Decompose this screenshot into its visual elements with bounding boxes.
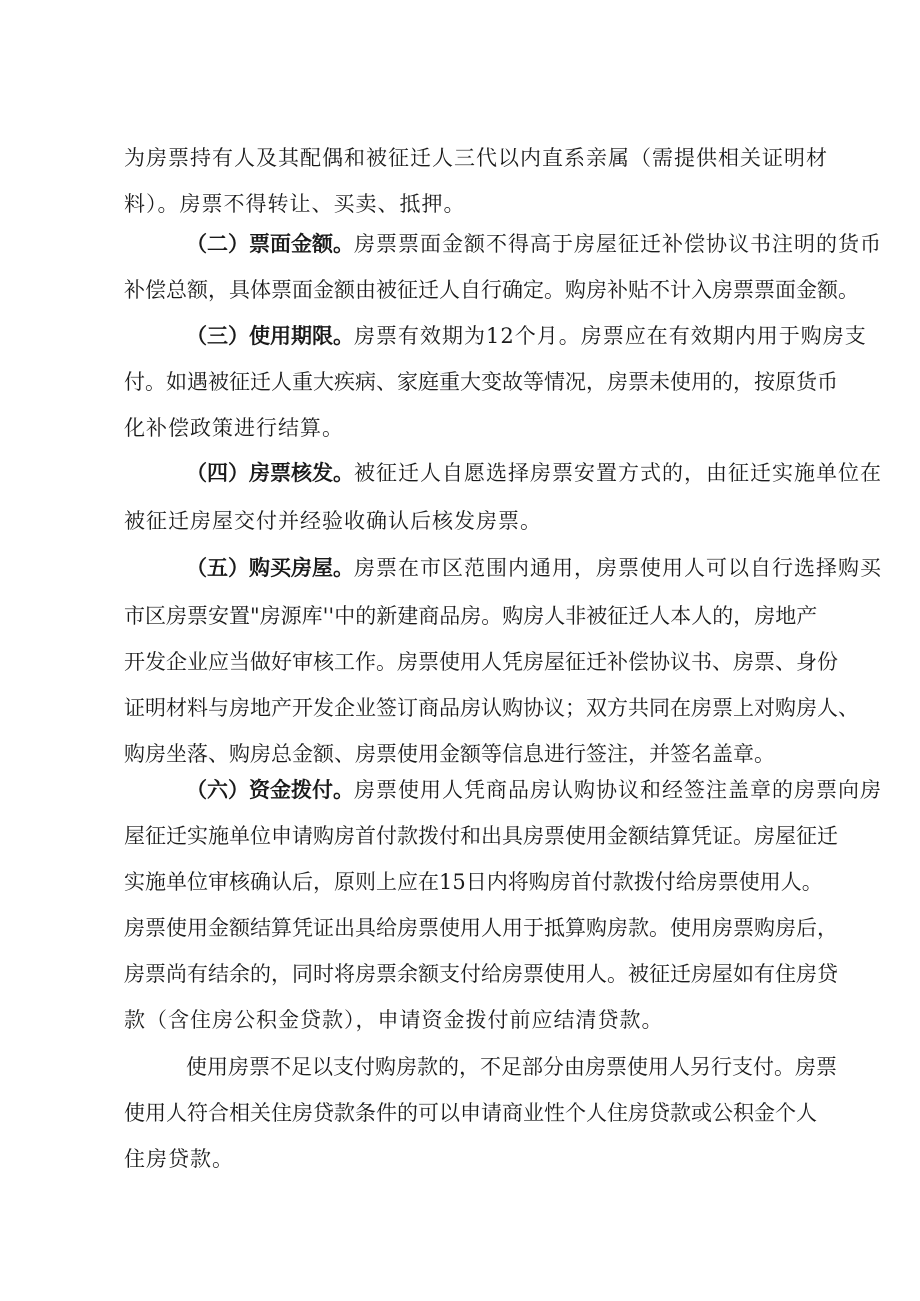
- text-line: 房票使用金额结算凭证出具给房票使用人用于抵算购房款。使用房票购房后，: [124, 916, 838, 940]
- text-line: 开发企业应当做好审核工作。房票使用人凭房屋征迁补偿协议书、房票、身份: [124, 650, 838, 674]
- text-line: 屋征迁实施单位申请购房首付款拨付和出具房票使用金额结算凭证。房屋征迁: [124, 824, 838, 848]
- text-line: 料）。房票不得转让、买卖、抵押。: [124, 192, 466, 216]
- text-line: [124, 318, 867, 354]
- text-line: 使用房票不足以支付购房款的，不足部分由房票使用人另行支付。房票: [186, 1055, 837, 1079]
- paragraph-validity: [124, 318, 867, 446]
- text-line: 证明材料与房地产开发企业签订商品房认购协议；双方共同在房票上对购房人、: [124, 696, 859, 720]
- text-line: 补偿总额，具体票面金额由被征迁人自行确定。购房补贴不计入房票票面金额。: [124, 278, 859, 302]
- text-line: [124, 455, 882, 491]
- text-line: 款（含住房公积金贷款），申请资金拨付前应结清贷款。: [124, 1008, 664, 1032]
- section-heading: （六）资金拨付。: [186, 778, 354, 802]
- text-line: 被征迁房屋交付并经验收确认后核发房票。: [124, 509, 542, 533]
- text-line: 为房票持有人及其配偶和被征迁人三代以内直系亲属（需提供相关证明材: [124, 146, 828, 170]
- text-line: [124, 550, 882, 586]
- text-line: [124, 226, 882, 262]
- section-heading: （三）使用期限。: [186, 324, 354, 348]
- paragraph-face-value: [124, 226, 882, 308]
- text-line: 购房坐落、购房总金额、房票使用金额等信息进行签注，并签名盖章。: [124, 742, 775, 766]
- paragraph-issuance: [124, 455, 882, 539]
- text-run: 房票有效期为12个月。房票应在有效期内用于购房支: [354, 324, 867, 348]
- section-heading: （四）房票核发。: [186, 461, 354, 485]
- section-heading: （五）购买房屋。: [186, 556, 354, 580]
- text-line: 住房贷款。: [124, 1147, 234, 1171]
- section-heading: （二）票面金额。: [186, 232, 354, 256]
- text-run: 房票票面金额不得高于房屋征迁补偿协议书注明的货币: [354, 232, 882, 256]
- paragraph-purchase: [124, 550, 882, 772]
- text-run: 房票使用人凭商品房认购协议和经签注盖章的房票向房: [354, 778, 882, 802]
- text-line: [124, 772, 882, 808]
- paragraph-continuation: [124, 140, 828, 222]
- text-line: 房票尚有结余的，同时将房票余额支付给房票使用人。被征迁房屋如有住房贷: [124, 962, 838, 986]
- text-line: 实施单位审核确认后，原则上应在15日内将购房首付款拨付给房票使用人。: [124, 870, 823, 894]
- text-run: 被征迁人自愿选择房票安置方式的，由征迁实施单位在: [354, 461, 882, 485]
- paragraph-fund-disbursement: [124, 772, 882, 1038]
- text-line: 付。如遇被征迁人重大疾病、家庭重大变故等情况，房票未使用的，按原货币: [124, 370, 838, 394]
- text-run: 房票在市区范围内通用，房票使用人可以自行选择购买: [354, 556, 882, 580]
- text-line: 市区房票安置"房源库''中的新建商品房。购房人非被征迁人本人的，房地产: [124, 604, 818, 628]
- text-line: 化补偿政策进行结算。: [124, 416, 344, 440]
- paragraph-shortfall: [124, 1049, 837, 1177]
- text-line: 使用人符合相关住房贷款条件的可以申请商业性个人住房贷款或公积金个人: [124, 1101, 817, 1125]
